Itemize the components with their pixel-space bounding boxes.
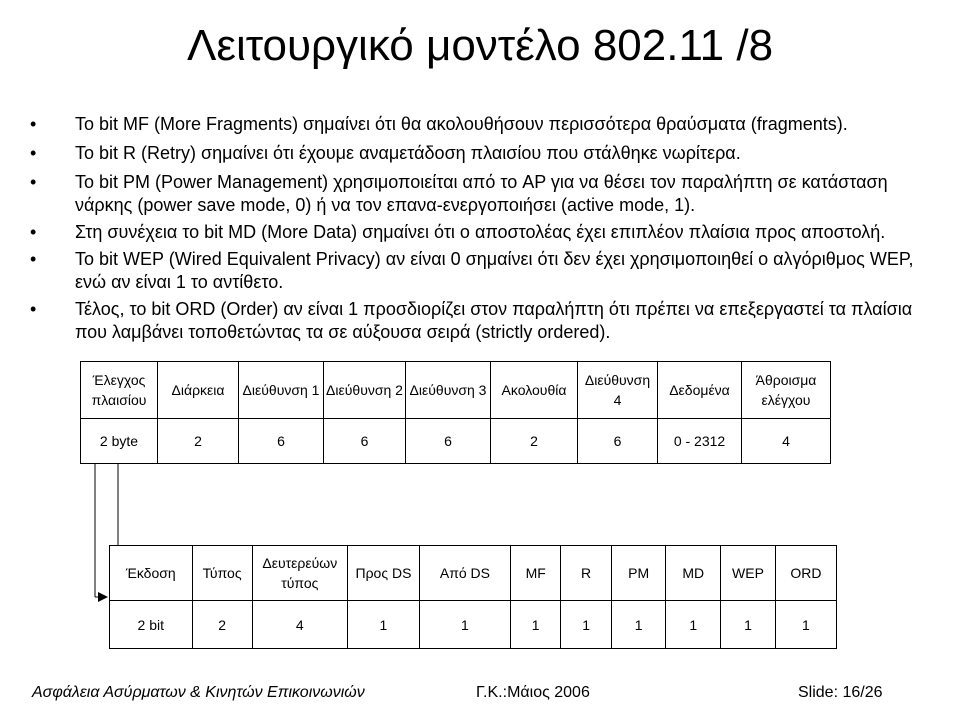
control-size-cell: 1 <box>511 601 561 649</box>
frame-size-cell: 6 <box>406 419 491 464</box>
control-header-cell: PM <box>611 546 666 601</box>
slide-title: Λειτουργικό μοντέλο 802.11 /8 <box>186 21 774 70</box>
frame-size-cell: 6 <box>239 419 324 464</box>
footer-course-name: Ασφάλεια Ασύρματων & Κινητών Επικοινωνιών <box>32 684 365 701</box>
bullet-dot-icon: • <box>30 114 37 134</box>
bullet-text: Τέλος, το bit ORD (Order) αν είναι 1 προσδιορίζει στον παραλήπτη ότι πρέπει να επεξεργαστεί τα πλαίσια που λαμβάνει τοποθετώντας τα σε αύξουσα σειρά (strictly ordered). <box>75 299 913 342</box>
bullet-dot-icon: • <box>30 222 37 242</box>
control-size-cell: 4 <box>252 601 347 649</box>
control-header-cell: R <box>561 546 611 601</box>
control-header-cell: WEP <box>721 546 776 601</box>
frame-header-cell: Ακολουθία <box>491 362 578 419</box>
bullet-dot-icon: • <box>30 299 37 319</box>
bullet-text: Το bit MF (More Fragments) σημαίνει ότι θα ακολουθήσουν περισσότερα θραύσματα (fragments). <box>75 114 848 134</box>
frame-header-cell: Διεύθυνση 1 <box>239 362 324 419</box>
bullet-text: Το bit PM (Power Management) χρησιμοποιείται από το AP για να θέσει τον παραλήπτη σε κατάσταση νάρκης (power save mode, 0) ή να τον επανα-ενεργοποιήσει (active mode, 1). <box>75 172 888 215</box>
frame-size-cell: 4 <box>742 419 831 464</box>
frame-header-cell: Διεύθυνση 3 <box>406 362 491 419</box>
control-header-cell: Έκδοση <box>110 546 193 601</box>
control-size-cell: 1 <box>419 601 510 649</box>
frame-size-cell: 2 byte <box>81 419 158 464</box>
frame-header-cell: Διεύθυνση 2 <box>324 362 406 419</box>
arrow-right-icon <box>98 592 108 602</box>
control-header-cell: ORD <box>775 546 836 601</box>
bullet-dot-icon: • <box>30 249 37 269</box>
frame-header-cell: Άθροισμα ελέγχου <box>742 362 831 419</box>
frame-header-cell: Δεδομένα <box>658 362 742 419</box>
frame-size-cell: 6 <box>578 419 658 464</box>
frame-control-table <box>109 545 837 649</box>
frame-size-cell: 0 - 2312 <box>658 419 742 464</box>
control-header-cell: MF <box>511 546 561 601</box>
control-header-cell: Προς DS <box>348 546 420 601</box>
control-size-cell: 1 <box>611 601 666 649</box>
control-header-cell: Τύπος <box>192 546 252 601</box>
bullet-text: Στη συνέχεια το bit MD (More Data) σημαίνει ότι ο αποστολέας έχει επιπλέον πλαίσια προς αποστολή. <box>75 222 886 242</box>
footer-date: Γ.Κ.:Μάιος 2006 <box>476 684 590 701</box>
control-header-cell: Από DS <box>419 546 510 601</box>
frame-header-cell: Έλεγχος πλαισίου <box>81 362 158 419</box>
control-size-cell: 1 <box>561 601 611 649</box>
frame-size-cell: 2 <box>491 419 578 464</box>
control-size-cell: 1 <box>666 601 721 649</box>
frame-header-cell: Διάρκεια <box>158 362 239 419</box>
frame-header-cell: Διεύθυνση 4 <box>578 362 658 419</box>
control-size-row <box>110 601 837 649</box>
bullet-text: Το bit WEP (Wired Equivalent Privacy) αν είναι 0 σημαίνει ότι δεν έχει χρησιμοποιηθεί ο αλγόριθμος WEP, ενώ αν είναι 1 το αντίθετο. <box>75 249 914 292</box>
bullet-dot-icon: • <box>30 172 37 192</box>
control-size-cell: 1 <box>775 601 836 649</box>
control-header-cell: Δευτερεύων τύπος <box>252 546 347 601</box>
control-size-cell: 1 <box>721 601 776 649</box>
frame-size-cell: 2 <box>158 419 239 464</box>
control-header-row <box>110 546 837 601</box>
bullet-dot-icon: • <box>30 143 37 163</box>
frame-size-cell: 6 <box>324 419 406 464</box>
control-size-cell: 2 bit <box>110 601 193 649</box>
footer-slide-number: Slide: 16/26 <box>798 684 883 701</box>
control-header-cell: MD <box>666 546 721 601</box>
control-size-cell: 1 <box>348 601 420 649</box>
control-size-cell: 2 <box>192 601 252 649</box>
bullet-text: Το bit R (Retry) σημαίνει ότι έχουμε αναμετάδοση πλαισίου που στάλθηκε νωρίτερα. <box>75 143 741 163</box>
